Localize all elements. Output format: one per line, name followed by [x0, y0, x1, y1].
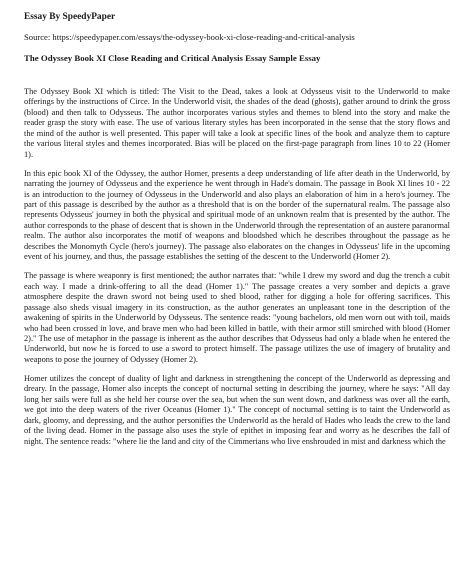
paragraph: The passage is where weaponry is first mentioned; the author narrates that: "while I drew my sword and dug the trench a cubit each way. I made a drink-offering to all the dead (Homer 1)." The passage creates a very somber and depicts a grave atmosphere despite the drawn sword not being used to shed blood, rather for digging a hole for offering sacrifices. This passage also sheds visual imagery in its construction, as the author generates an unpleasant tone in the description of the awakening of spirits in the Underworld by Odysseus. The sentence reads: "young bachelors, old men worn out with toil, maids who had been crossed in love, and brave men who had been killed in battle, with their armor still smirched with blood (Homer 2)." The use of metaphor in the passage is inherent as the author describes that Odysseus had only a blade when he entered the Underworld, but now he is forced to use a sword to protect himself. The passage utilizes the use of imagery of brutality and weapons to pose the journey of Odyssey (Homer 2).	[24, 271, 450, 364]
source-line	[24, 32, 450, 43]
brand-heading: Essay By SpeedyPaper	[24, 12, 116, 22]
paragraph: Homer utilizes the concept of duality of light and darkness in strengthening the concept of the Underworld as depressing and dreary. In the passage, Homer also incepts the concept of nocturnal setting in describing the journey, where he says: "All day long her sails were full as she held her course over the sea, but when the sun went down, and darkness was over all the earth, we got into the deep waters of the river Oceanus (Homer 1)." The concept of nocturnal setting is to taint the Underworld as dark, gloomy, and depressing, and the author personifies the Underworld as the herald of Hades who leads the crew to the land of the living dead. Homer in the passage also uses the style of epithet in imposing fear and worry as he describes the fall of night. The sentence reads: "where lie the land and city of the Cimmerians who live enshrouded in mist and darkness which the	[24, 373, 450, 446]
paragraph: In this epic book XI of the Odyssey, the author Homer, presents a deep understanding of life after death in the Underworld, by narrating the journey of Odysseus and the experience he went through in Hade's domain. The passage in Book XI lines 10 - 22 is an introduction to the journey of Odysseus in the Underworld and also plays an elaboration of him in a hero's journey. The part of this passage is described by the author as a threshold that is on the border of the supernatural realm. The passage also represents Odysseus' journey in both the physical and spiritual mode of an unknown realm that is presented by the author. The author corresponds to the phase of descent that is shown in the Underworld through the representation of an austere paranormal realm. The author also incorporates the motif of weapons and bloodshed which he describes throughout the passage as he describes the Monomyth Cycle (hero's journey). The passage also elaborates on the changes in Odysseus' life in the upcoming event of his journey, and thus, the passage establishes the setting of the descent to the Underworld (Homer 2).	[24, 168, 450, 262]
paragraph: The Odyssey Book XI which is titled: The Visit to the Dead, takes a look at Odysseus visit to the Underworld to make offerings by the instructions of Circe. In the Underworld visit, the shades of the dead (ghosts), gather around to drink the gross (blood) and then talk to Odysseus. The author incorporates various styles and themes to blend into the story and make the reader grasp the story with ease. The use of various literary styles has been incorporated in the sense that the story flows and the mind of the author is well presented. This paper will take a look at specific lines of the book and analyze them to capture the various literal styles and themes incorporated. Bias will be placed on the first-page paragraph from lines 10 to 22 (Homer 1).	[24, 87, 450, 159]
essay-title: The Odyssey Book XI Close Reading and Critical Analysis Essay Sample Essay	[24, 53, 321, 63]
source-url: https://speedypaper.com/essays/the-odyssey-book-xi-close-reading-and-critical-analysis	[52, 32, 355, 42]
essay-body	[24, 87, 450, 447]
source-label: Source:	[24, 32, 51, 42]
